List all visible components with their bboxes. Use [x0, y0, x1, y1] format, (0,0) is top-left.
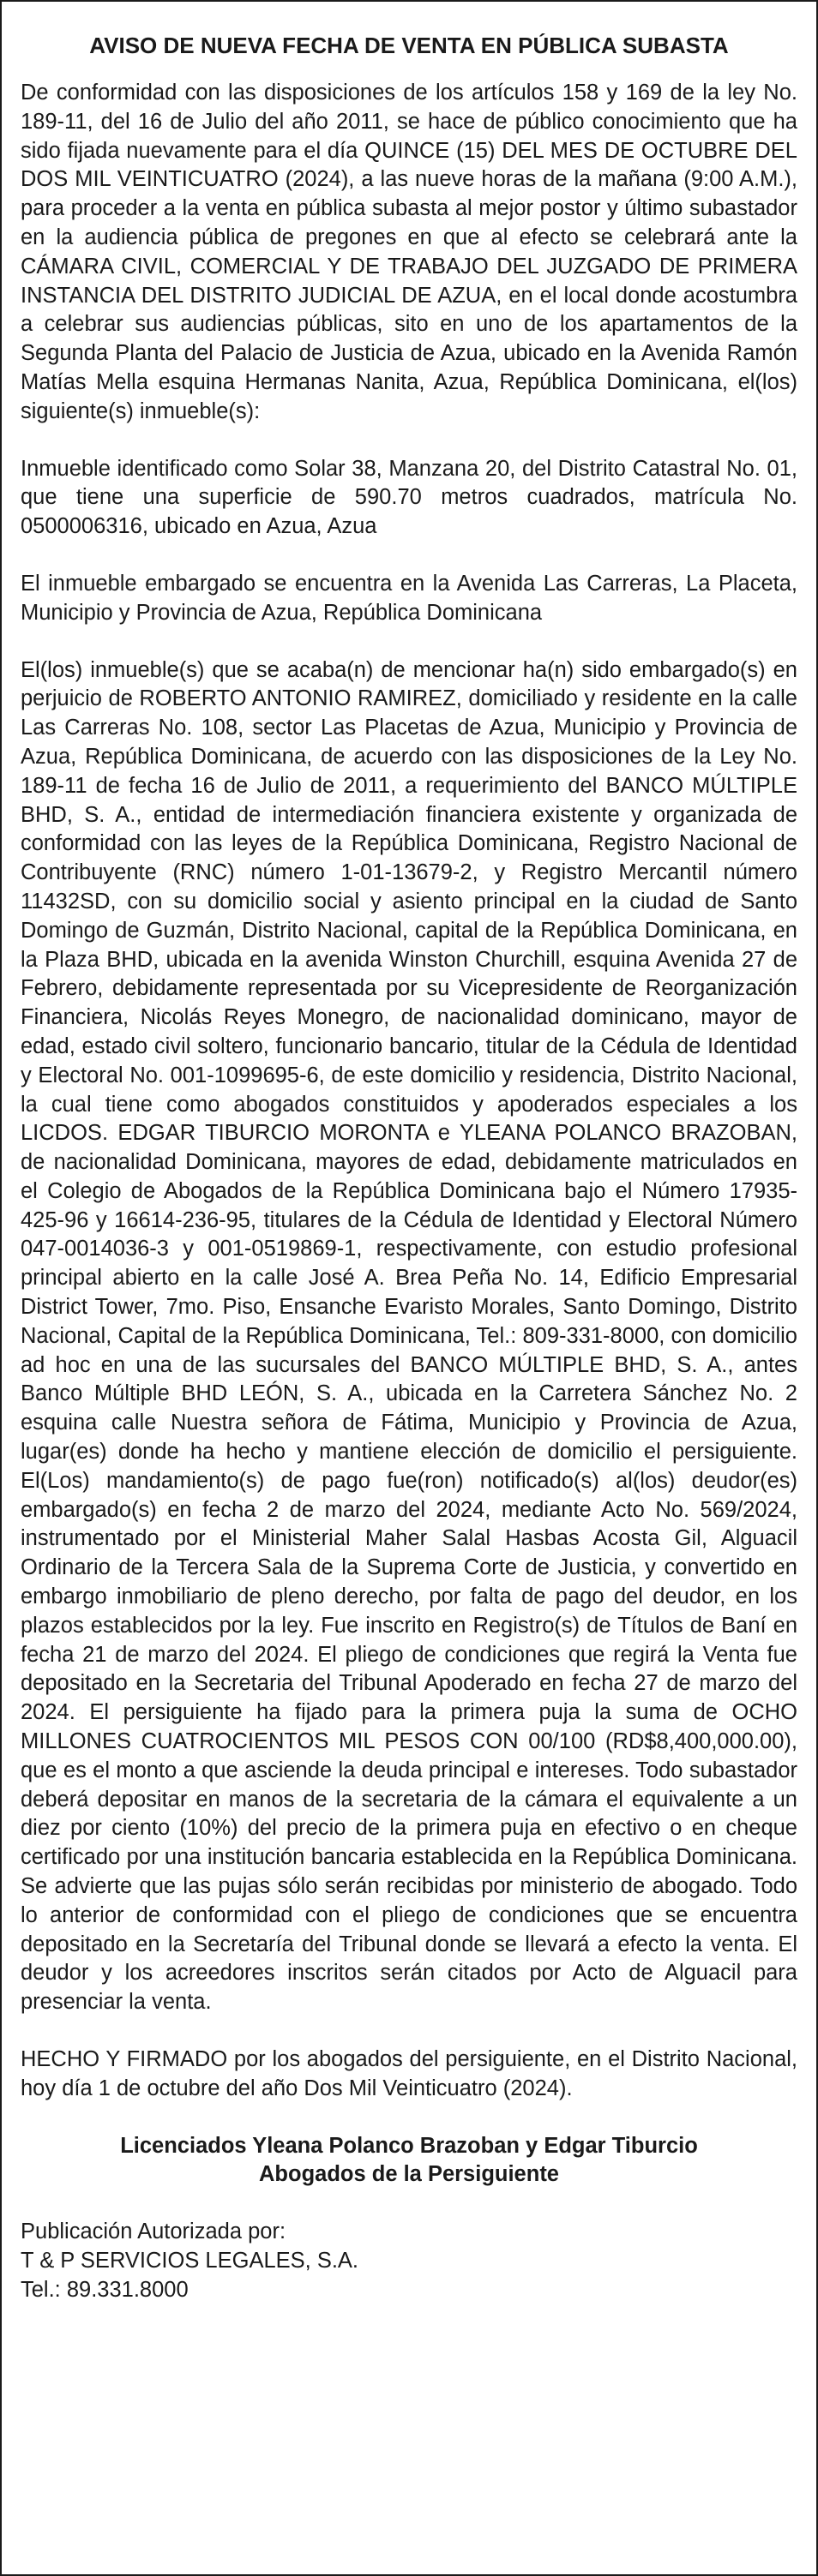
- signature-names: Licenciados Yleana Polanco Brazoban y Edgar Tiburcio: [120, 2133, 698, 2158]
- signature-block: [21, 2132, 797, 2190]
- notice-paragraph-signed: HECHO Y FIRMADO por los abogados del persiguiente, en el Distrito Nacional, hoy día 1 de octubre del año Dos Mil Veinticuatro (2024).: [21, 2047, 797, 2100]
- notice-paragraph-sale-date: De conformidad con las disposiciones de los artículos 158 y 169 de la ley No. 189-11, del 16 de Julio del año 2011, se hace de público conocimiento que ha sido fijada nuevamente para el día QUINCE (15) DEL MES DE OCTUBRE DEL DOS MIL VEINTICUATRO (2024), a las nueve horas de la mañana (9:00 A.M.), para proceder a la venta en pública subasta al mejor postor y último subastador en la audiencia pública de pregones en que al efecto se celebrará ante la CÁMARA CIVIL, COMERCIAL Y DE TRABAJO DEL JUZGADO DE PRIMERA INSTANCIA DEL DISTRITO JUDICIAL DE AZUA, en el local donde acostumbra a celebrar sus audiencias públicas, sito en uno de los apartamentos de la Segunda Planta del Palacio de Justicia de Azua, ubicado en la Avenida Ramón Matías Mella esquina Hermanas Nanita, Azua, República Dominicana, el(los) siguiente(s) inmueble(s):: [21, 81, 797, 423]
- publisher-name: T & P SERVICIOS LEGALES, S.A.: [21, 2248, 359, 2273]
- publisher-block: [21, 2218, 797, 2304]
- signature-role: Abogados de la Persiguiente: [259, 2162, 559, 2187]
- publisher-phone: Tel.: 89.331.8000: [21, 2277, 189, 2302]
- publisher-label: Publicación Autorizada por:: [21, 2220, 286, 2244]
- notice-paragraph-property: Inmueble identificado como Solar 38, Manzana 20, del Distrito Catastral No. 01, que tiene una superficie de 590.70 metros cuadrados, matrícula No. 0500006316, ubicado en Azua, Azua: [21, 456, 797, 539]
- notice-paragraph-seizure-details: El(los) inmueble(s) que se acaba(n) de mencionar ha(n) sido embargado(s) en perjuicio de ROBERTO ANTONIO RAMIREZ, domiciliado y residente en la calle Las Carreras No. 108, sector Las Placetas de Azua, Municipio y Provincia de Azua, República Dominicana, de acuerdo con las disposiciones de la Ley No. 189-11 de fecha 16 de Julio de 2011, a requerimiento del BANCO MÚLTIPLE BHD, S. A., entidad de intermediación financiera existente y organizada de conformidad con las leyes de la República Dominicana, Registro Nacional de Contribuyente (RNC) número 1-01-13679-2, y Registro Mercantil número 11432SD, con su domicilio social y asiento principal en la ciudad de Santo Domingo de Guzmán, Distrito Nacional, capital de la República Dominicana, en la Plaza BHD, ubicada en la avenida Winston Churchill, esquina Avenida 27 de Febrero, debidamente representada por su Vicepresidente de Reorganización Financiera, Nicolás Reyes Monegro, de nacionalidad dominicano, mayor de edad, estado civil soltero, funcionario bancario, titular de la Cédula de Identidad y Electoral No. 001-1099695-6, de este domicilio y residencia, Distrito Nacional, la cual tiene como abogados constituidos y apoderados especiales a los LICDOS. EDGAR TIBURCIO MORONTA e YLEANA POLANCO BRAZOBAN, de nacionalidad Dominicana, mayores de edad, debidamente matriculados en el Colegio de Abogados de la República Dominicana bajo el Número 17935-425-96 y 16614-236-95, titulares de la Cédula de Identidad y Electoral Número 047-0014036-3 y 001-0519869-1, respectivamente, con estudio profesional principal abierto en la calle José A. Brea Peña No. 14, Edificio Empresarial District Tower, 7mo. Piso, Ensanche Evaristo Morales, Santo Domingo, Distrito Nacional, Capital de la República Dominicana, Tel.: 809-331-8000, con domicilio ad hoc en una de las sucursales del BANCO MÚLTIPLE BHD, S. A., antes Banco Múltiple BHD LEÓN, S. A., ubicada en la Carretera Sánchez No. 2 esquina calle Nuestra señora de Fátima, Municipio y Provincia de Azua, lugar(es) donde ha hecho y mantiene elección de domicilio el persiguiente. El(Los) mandamiento(s) de pago fue(ron) notificado(s) al(los) deudor(es) embargado(s) en fecha 2 de marzo del 2024, mediante Acto No. 569/2024, instrumentado por el Ministerial Maher Salal Hasbas Acosta Gil, Alguacil Ordinario de la Tercera Sala de la Suprema Corte de Justicia, y convertido en embargo inmobiliario de pleno derecho, por falta de pago del deudor, en los plazos establecidos por la ley. Fue inscrito en Registro(s) de Títulos de Baní en fecha 21 de marzo del 2024. El pliego de condiciones que regirá la Venta fue depositado en la Secretaria del Tribunal Apoderado en fecha 27 de marzo del 2024. El persiguiente ha fijado para la primera puja la suma de OCHO MILLONES CUATROCIENTOS MIL PESOS CON 00/100 (RD$8,400,000.00), que es el monto a que asciende la deuda principal e intereses. Todo subastador deberá depositar en manos de la secretaria de la cámara el equivalente a un diez por ciento (10%) del precio de la primera puja en efectivo o en cheque certificado por una institución bancaria establecida en la República Dominicana. Se advierte que las pujas sólo serán recibidas por ministerio de abogado. Todo lo anterior de conformidad con el pliego de condiciones que se encuentra depositado en la Secretaría del Tribunal donde se llevará a efecto la venta. El deudor y los acreedores inscritos serán citados por Acto de Alguacil para presenciar la venta.: [21, 657, 797, 2015]
- notice-title: AVISO DE NUEVA FECHA DE VENTA EN PÚBLICA SUBASTA: [89, 33, 729, 58]
- notice-paragraph-location: El inmueble embargado se encuentra en la Avenida Las Carreras, La Placeta, Municipio y Provincia de Azua, República Dominicana: [21, 571, 797, 625]
